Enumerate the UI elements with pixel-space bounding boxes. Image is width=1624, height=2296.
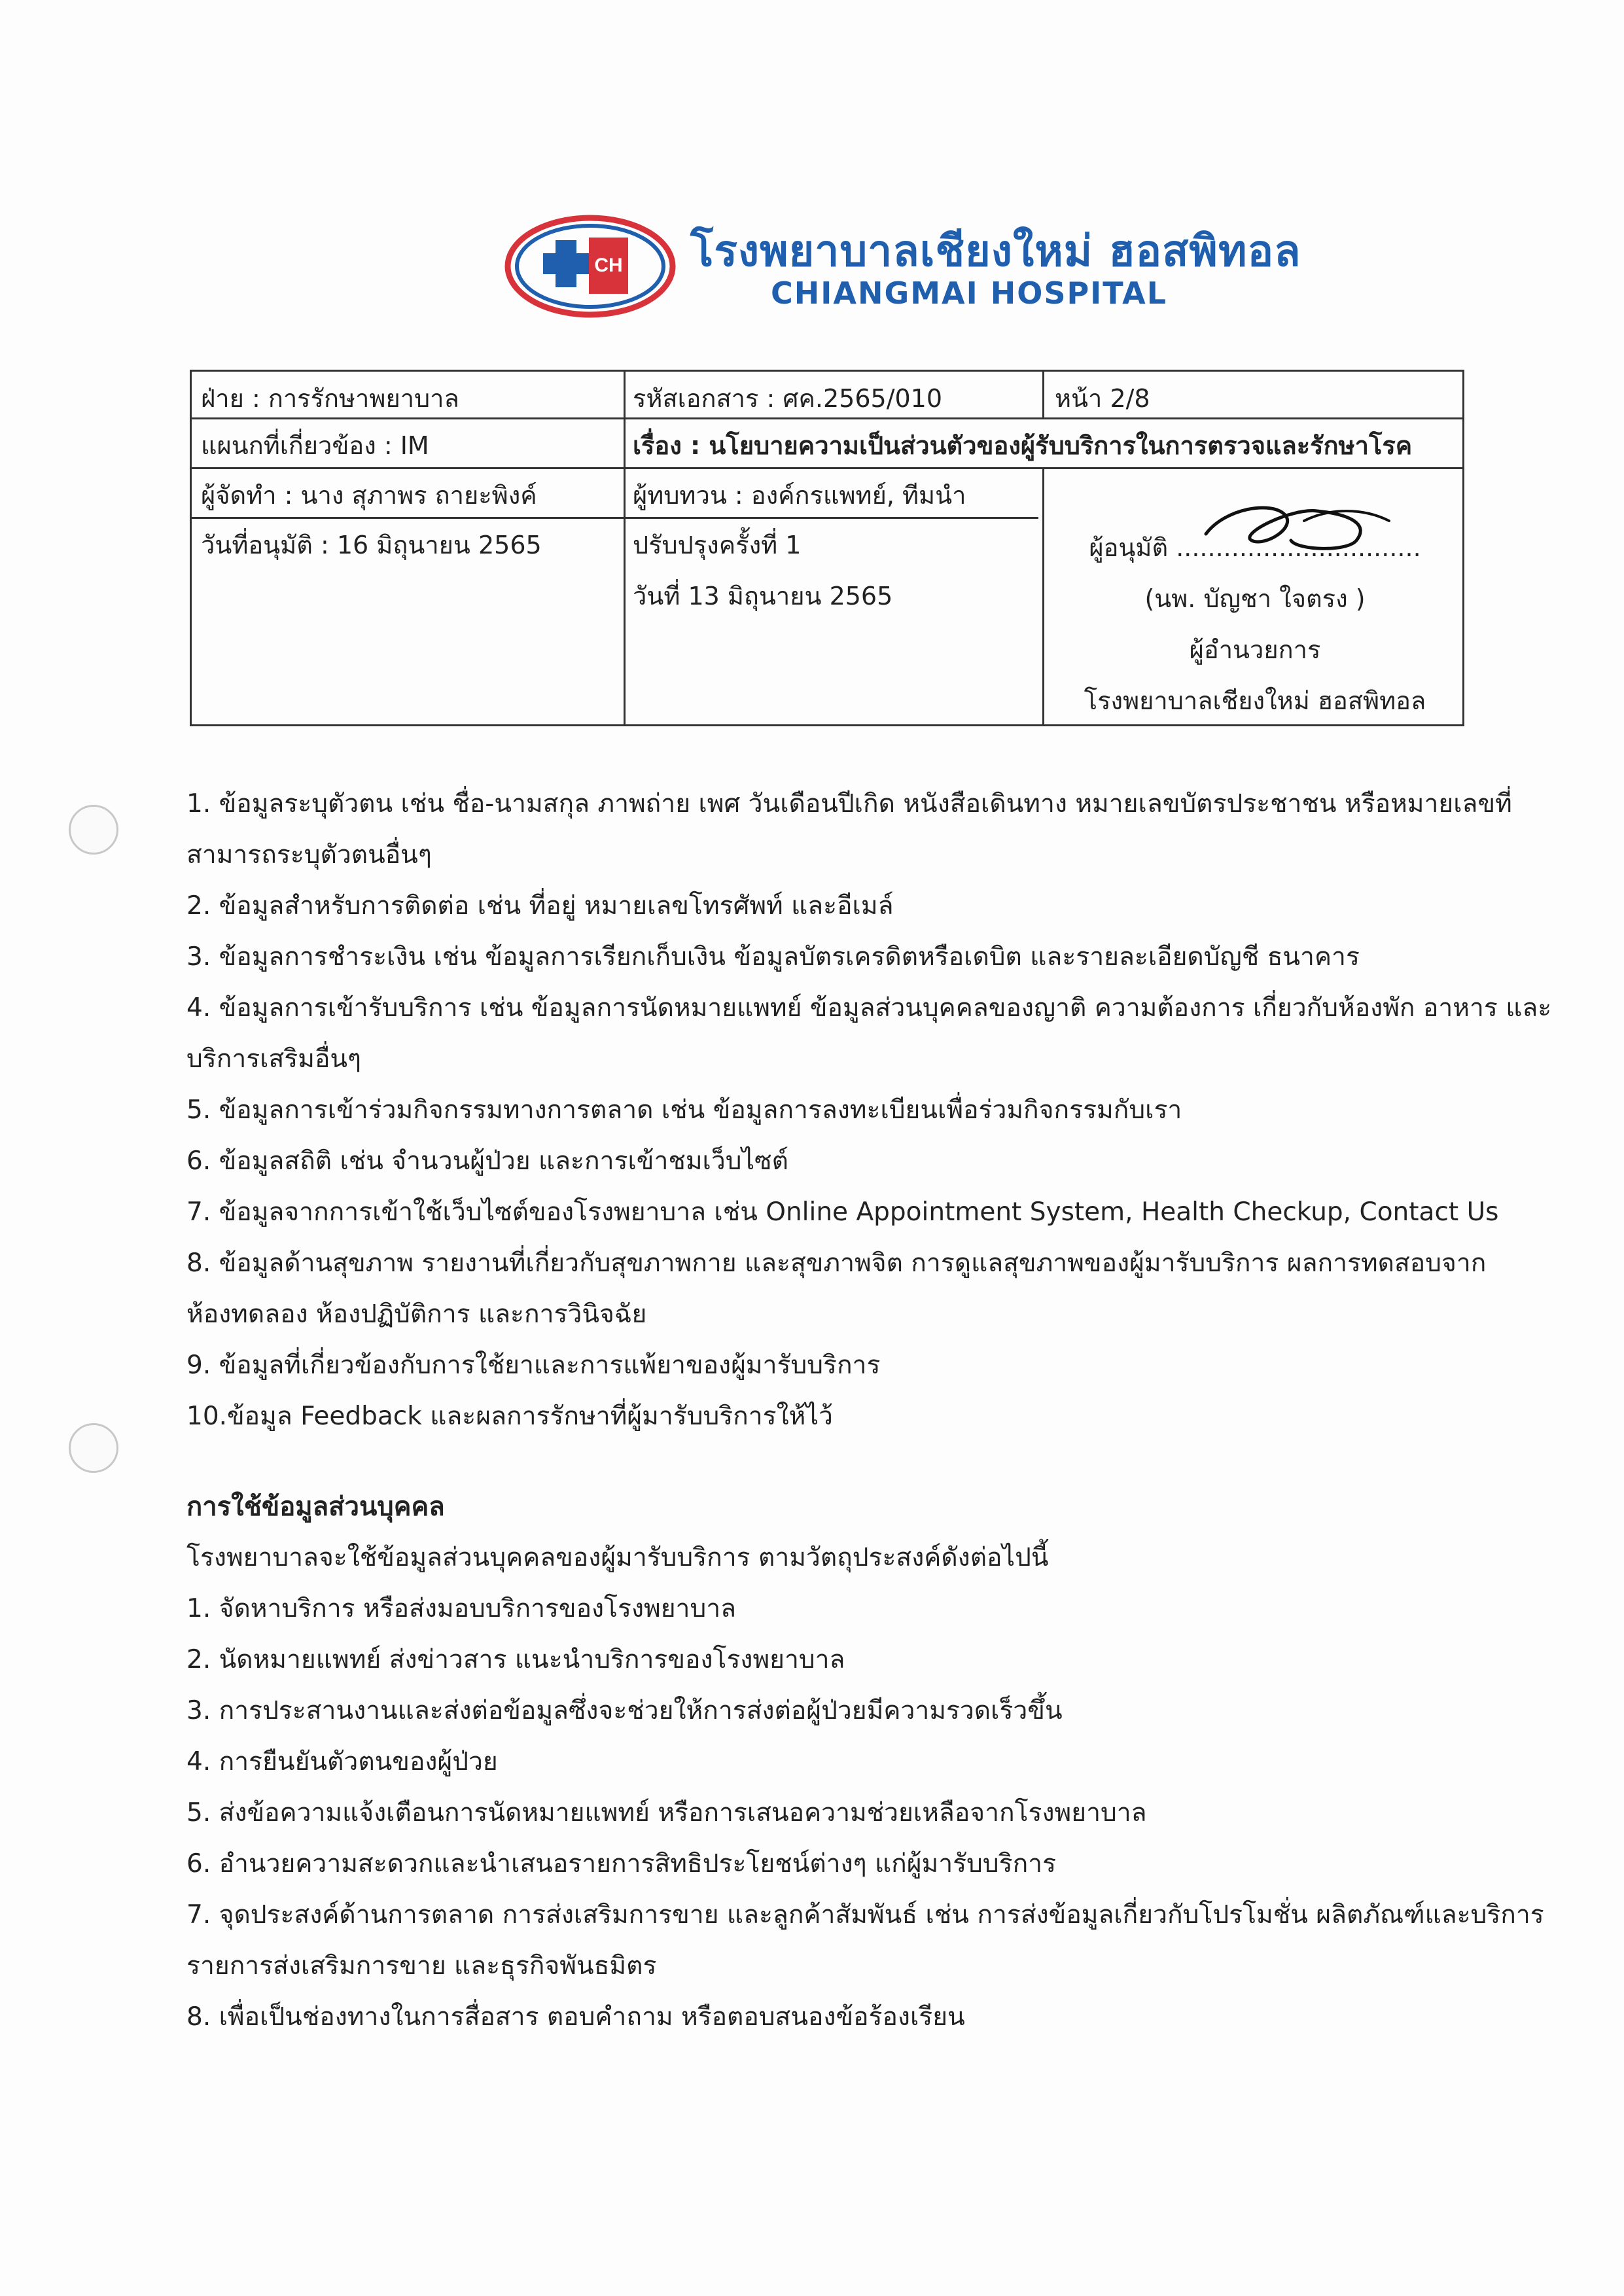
section-title: การใช้ข้อมูลส่วนบุคคล (186, 1492, 445, 1522)
revision-date-field: วันที่ 13 มิถุนายน 2565 (633, 582, 893, 610)
list-item: 5. ส่งข้อความแจ้งเตือนการนัดหมายแพทย์ หรือการเสนอความช่วยเหลือจากโรงพยาบาล (186, 1798, 1147, 1828)
list-item: 8. เพื่อเป็นช่องทางในการสื่อสาร ตอบคำถาม หรือตอบสนองข้อร้องเรียน (186, 2002, 965, 2032)
punch-hole-top (69, 805, 118, 855)
list-item: 1. ข้อมูลระบุตัวตน เช่น ชื่อ-นามสกุล ภาพถ่าย เพศ วันเดือนปีเกิด หนังสือเดินทาง หมายเลขบัตรประชาชน หรือหมายเลขที่ (186, 789, 1512, 819)
logo-english-name: CHIANGMAI HOSPITAL (771, 275, 1168, 311)
list-item: 2. นัดหมายแพทย์ ส่งข่าวสาร แนะนำบริการของโรงพยาบาล (186, 1645, 845, 1674)
document-body (186, 779, 1552, 2043)
list-item: 6. ข้อมูลสถิติ เช่น จำนวนผู้ป่วย และการเข้าชมเว็บไซต์ (186, 1146, 788, 1176)
department-field: ฝ่าย : การรักษาพยาบาล (201, 384, 459, 413)
subject-field: เรื่อง : นโยบายความเป็นส่วนตัวของผู้รับบริการในการตรวจและรักษาโรค (633, 431, 1413, 460)
list-item: ห้องทดลอง ห้องปฏิบัติการ และการวินิจฉัย (186, 1299, 647, 1329)
list-item: 3. ข้อมูลการชำระเงิน เช่น ข้อมูลการเรียกเก็บเงิน ข้อมูลบัตรเครดิตหรือเดบิต และรายละเอียดบัญชี ธนาคาร (186, 942, 1360, 972)
list-item: 1. จัดหาบริการ หรือส่งมอบบริการของโรงพยาบาล (186, 1594, 737, 1623)
reviewer-field: ผู้ทบทวน : องค์กรแพทย์, ทีมนำ (633, 481, 966, 510)
approver-label: ผู้อนุมัติ ............................... (1089, 533, 1421, 562)
doc-code-field: รหัสเอกสาร : ศค.2565/010 (633, 384, 943, 413)
list-item: 6. อำนวยความสะดวกและนำเสนอรายการสิทธิประโยชน์ต่างๆ แก่ผู้มารับบริการ (186, 1849, 1057, 1879)
handwritten-signature (1199, 495, 1396, 560)
document-info-table (190, 370, 1464, 726)
section-intro: โรงพยาบาลจะใช้ข้อมูลส่วนบุคคลของผู้มารับบริการ ตามวัตถุประสงค์ดังต่อไปนี้ (186, 1543, 1049, 1572)
related-dept-field: แผนกที่เกี่ยวข้อง : IM (201, 431, 429, 460)
approver-name: (นพ. บัญชา ใจตรง ) (1144, 584, 1366, 613)
approver-title: ผู้อำนวยการ (1189, 635, 1321, 664)
list-item: 9. ข้อมูลที่เกี่ยวข้องกับการใช้ยาและการแพ้ยาของผู้มารับบริการ (186, 1351, 881, 1380)
list-item: 7. ข้อมูลจากการเข้าใช้เว็บไซต์ของโรงพยาบาล เช่น Online Appointment System, Health Checkup, Contact Us (186, 1197, 1499, 1227)
hospital-logo (504, 213, 1301, 324)
list-item: สามารถระบุตัวตนอื่นๆ (186, 840, 432, 870)
list-item: 5. ข้อมูลการเข้าร่วมกิจกรรมทางการตลาด เช่น ข้อมูลการลงทะเบียนเพื่อร่วมกิจกรรมกับเรา (186, 1095, 1182, 1125)
approved-date-field: วันที่อนุมัติ : 16 มิถุนายน 2565 (201, 531, 542, 559)
revision-field: ปรับปรุงครั้งที่ 1 (633, 531, 802, 559)
personal-data-list (186, 779, 1552, 1442)
list-item: 10.ข้อมูล Feedback และผลการรักษาที่ผู้มารับบริการให้ไว้ (186, 1402, 833, 1431)
prepared-by-field: ผู้จัดทำ : นาง สุภาพร ถายะพิงค์ (201, 481, 537, 510)
list-item: บริการเสริมอื่นๆ (186, 1044, 361, 1074)
page-number-field: หน้า 2/8 (1055, 384, 1150, 413)
hospital-emblem-icon (504, 213, 677, 321)
emblem-text: CH (594, 255, 623, 276)
list-item: 4. ข้อมูลการเข้ารับบริการ เช่น ข้อมูลการนัดหมายแพทย์ ข้อมูลส่วนบุคคลของญาติ ความต้องการ เกี่ยวกับห้องพัก อาหาร และ (186, 993, 1552, 1023)
list-item: รายการส่งเสริมการขาย และธุรกิจพันธมิตร (186, 1951, 657, 1981)
punch-hole-bottom (69, 1423, 118, 1473)
list-item: 4. การยืนยันตัวตนของผู้ป่วย (186, 1747, 498, 1776)
usage-list (186, 1583, 1544, 2043)
list-item: 3. การประสานงานและส่งต่อข้อมูลซึ่งจะช่วยให้การส่งต่อผู้ป่วยมีความรวดเร็วขึ้น (186, 1696, 1063, 1725)
approver-org: โรงพยาบาลเชียงใหม่ ฮอสพิทอล (1084, 686, 1426, 715)
list-item: 7. จุดประสงค์ด้านการตลาด การส่งเสริมการขาย และลูกค้าสัมพันธ์ เช่น การส่งข้อมูลเกี่ยวกับโปรโมชั่น ผลิตภัณฑ์และบริการ (186, 1900, 1544, 1930)
list-item: 8. ข้อมูลด้านสุขภาพ รายงานที่เกี่ยวกับสุขภาพกาย และสุขภาพจิต การดูแลสุขภาพของผู้มารับบริการ ผลการทดสอบจาก (186, 1248, 1487, 1278)
list-item: 2. ข้อมูลสำหรับการติดต่อ เช่น ที่อยู่ หมายเลขโทรศัพท์ และอีเมล์ (186, 891, 894, 921)
logo-thai-name: โรงพยาบาลเชียงใหม่ ฮอสพิทอล (690, 226, 1301, 276)
